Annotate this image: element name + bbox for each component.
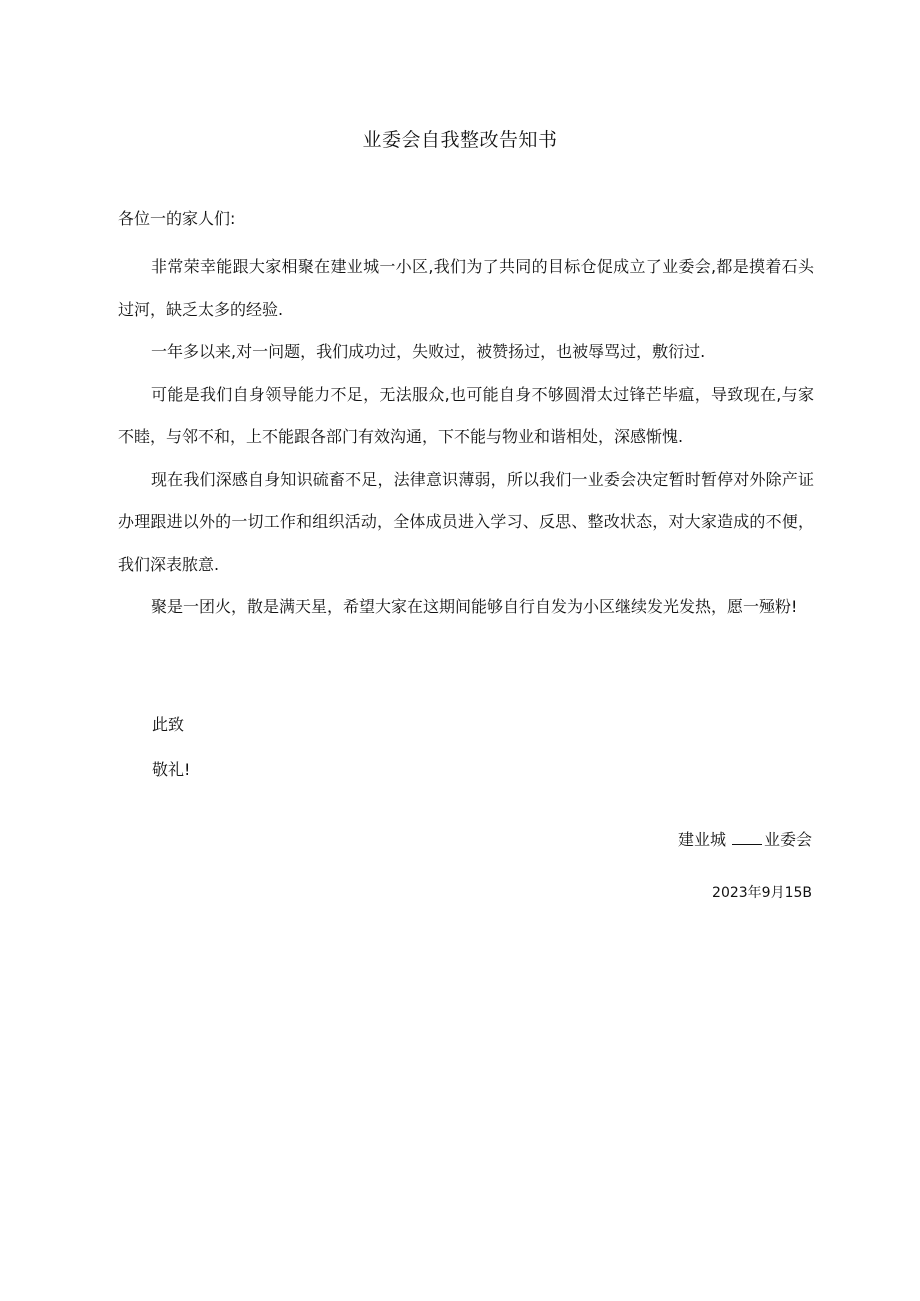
signature	[678, 827, 812, 850]
signature-blank-line	[732, 830, 762, 845]
paragraph-reflection: 可能是我们自身领导能力不足，无法服众,也可能自身不够圆滑太过锋芒毕瘟，导致现在,与家不睦，与邻不和，上不能跟各部门有效沟通，下不能与物业和谐相处，深感惭愧.	[118, 384, 814, 446]
signature-prefix: 建业城	[677, 830, 726, 849]
closing-line-1: 此致	[152, 715, 185, 734]
paragraph-history: 一年多以来,对一问题，我们成功过，失败过，被赞扬过，也被辱骂过，敷衍过.	[151, 342, 706, 361]
document-date: 2023年9月15B	[712, 885, 812, 901]
salutation: 各位一的家人们:	[118, 209, 236, 228]
closing-line-2: 敬礼!	[152, 760, 191, 779]
paragraph-intro: 非常荣幸能跟大家相聚在建业城一小区,我们为了共同的目标仓促成立了业委会,都是摸着石头过河，缺乏太多的经验.	[118, 257, 814, 319]
letter-body	[118, 246, 814, 629]
document-title: 业委会自我整改告知书	[362, 129, 558, 151]
paragraph-decision: 现在我们深感自身知识硫畜不足，法律意识薄弱，所以我们一业委会决定暂时暂停对外除产证办理跟进以外的一切工作和组织活动，全体成员进入学习、反思、整改状态，对大家造成的不便，我们深表脓意.	[118, 469, 814, 574]
paragraph-appeal: 聚是一团火，散是满天星，希望大家在这期间能够自行自发为小区继续发光发热，愿一殛粉!	[151, 597, 798, 616]
signature-suffix: 业委会	[763, 830, 812, 849]
